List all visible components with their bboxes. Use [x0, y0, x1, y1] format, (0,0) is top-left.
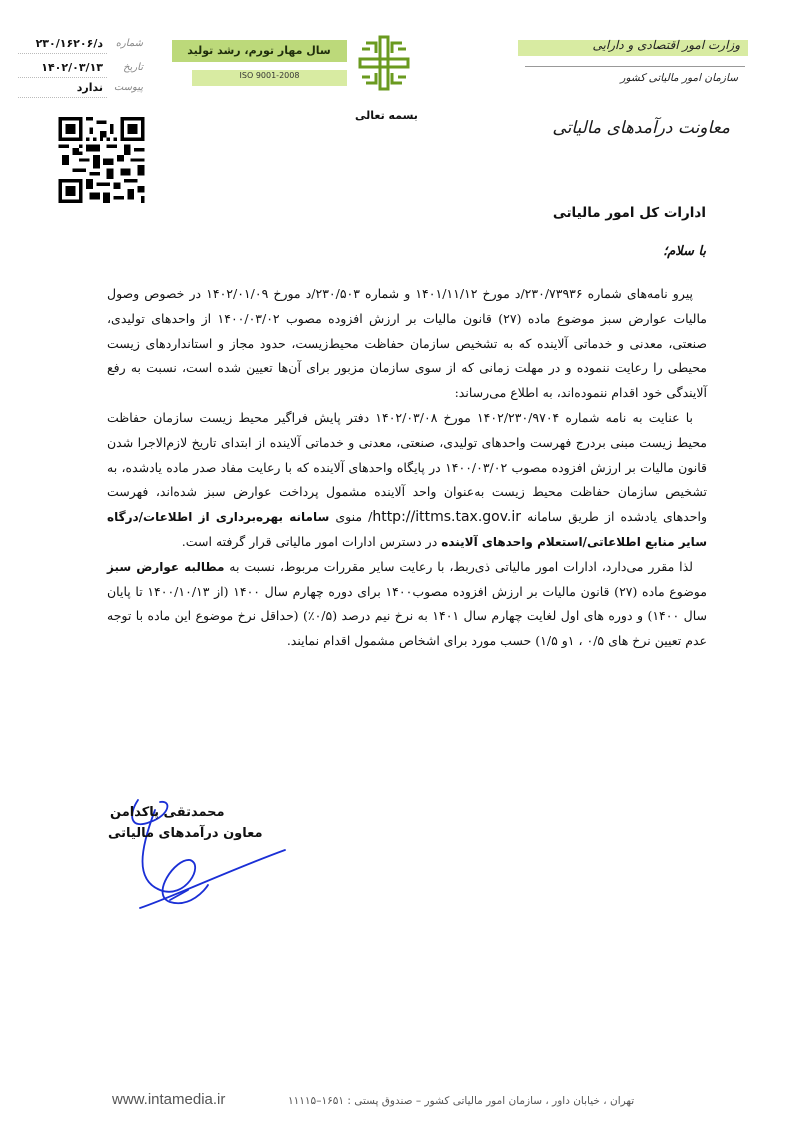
menu-path: سامانه بهره‌برداری از اطلاعات/درگاه سایر منابع اطلاعاتی/استعلام واحدهای آلاینده — [107, 510, 707, 549]
salutation: با سلام؛ — [663, 244, 706, 259]
header-divider — [525, 66, 745, 67]
basmala: بسمه تعالی — [355, 109, 418, 122]
postal-address: تهران ، خیابان داور ، سازمان امور مالیاتی کشور – صندوق پستی : ۱۶۵۱–۱۱۱۱۵ — [288, 1095, 635, 1107]
letter-number: د/۲۳۰/۱۶۲۰۶ — [35, 37, 103, 50]
website-link[interactable]: www.intamedia.ir — [112, 1091, 226, 1108]
letter-number-row — [18, 36, 143, 56]
paragraph-2 — [107, 406, 707, 555]
organization-name: سازمان امور مالیاتی کشور — [620, 72, 738, 84]
signatory-name: محمدتقی پاکدامن — [110, 805, 225, 820]
paragraph-3-text-b: موضوع ماده (۲۷) قانون مالیات بر ارزش افزوده مصوب۱۴۰۰ برای دوره چهارم سال ۱۴۰۰ (از ۱۴۰۰/۱۰/۱۳ تا پایان سال ۱۴۰۰) و دوره های اول لغایت چهارم سال ۱۴۰۱ به نرخ نیم درصد (۰/۵٪) (حداقل نرخ موضوع این ماده با توجه عدم تعیین نرخ های ۰/۵ ، ۱و ۱/۵) حسب مورد برای اشخاص مشمول اقدام نمایند. — [107, 583, 707, 649]
paragraph-3-text-a: لذا مقرر می‌دارد، ادارات امور مالیاتی ذی‌ربط، با رعایت سایر مقررات مربوط، نسبت به — [229, 558, 693, 574]
recipient: ادارات کل امور مالیاتی — [552, 205, 706, 221]
attachment-value: ندارد — [76, 81, 103, 94]
attachment-row — [18, 80, 143, 100]
attachment-label: پیوست — [113, 82, 143, 93]
number-label: شماره — [115, 38, 143, 49]
paragraph-3 — [107, 555, 707, 654]
signatory-title: معاون درآمدهای مالیاتی — [108, 826, 263, 841]
paragraph-1: پیرو نامه‌های شماره ۲۳۰/۷۳۹۳۶/د مورخ ۱۴۰۱/۱۱/۱۲ و شماره ۲۳۰/۵۰۳/د مورخ ۱۴۰۲/۰۱/۰۹ در خصوص وصول مالیات عوارض سبز موضوع ماده (۲۷) قانون مالیات بر ارزش افزوده مصوب ۱۴۰۰/۰۳/۰۲ از واحدهای تولیدی، صنعتی، معدنی و خدماتی آلاینده که به تشخیص سازمان حفاظت محیط‌زیست، حدود مجاز و استانداردهای زیست محیطی را رعایت ننموده و در مهلت زمانی که از سوی سازمان مزبور برای آن‌ها تعیین شده است، نسبت به رفع آلایندگی خود اقدام ننموده‌اند، به اطلاع می‌رساند: — [107, 286, 707, 401]
paragraph-2-text-a: با عنایت به نامه شماره ۱۴۰۲/۲۳۰/۹۷۰۴ مورخ ۱۴۰۲/۰۳/۰۸ دفتر پایش فراگیر محیط زیست سازمان حفاظت محیط زیست مبنی بردرج فهرست واحدهای تولیدی، صنعتی، معدنی و خدماتی آلاینده از ابتدای تاریخ لازم‌الاجرا شدن قانون مالیات بر ارزش افزوده مصوب ۱۴۰۰/۰۳/۰۲ در پایگاه واحدهای آلاینده که با رعایت مفاد صدر ماده یادشده، به تشخیص سازمان حفاظت محیط زیست به‌عنوان واحد آلاینده مشمول پرداخت عوارض سبز شده‌اند، فهرست واحدهای یادشده از طریق سامانه — [107, 409, 708, 525]
green-tax-demand: مطالبه عوارض سبز — [107, 559, 225, 574]
letter-date-row — [18, 60, 143, 80]
ministry-name: وزارت امور اقتصادی و دارایی — [592, 38, 740, 52]
letter-date: ۱۴۰۲/۰۳/۱۳ — [41, 61, 103, 74]
system-url: http://ittms.tax.gov.ir — [372, 509, 522, 526]
letter-body — [107, 282, 707, 654]
qr-code — [54, 117, 149, 203]
iso-certification: ISO 9001-2008 — [239, 71, 300, 80]
paragraph-2-text-c: در دسترس ادارات امور مالیاتی قرار گرفته است. — [181, 533, 438, 549]
tax-organization-emblem — [358, 35, 410, 91]
paragraph-2-menu: / منوی — [335, 509, 373, 525]
deputy-title: معاونت درآمدهای مالیاتی — [552, 118, 730, 138]
date-label: تاریخ — [123, 62, 143, 73]
year-slogan: سال مهار تورم، رشد تولید — [187, 44, 331, 57]
